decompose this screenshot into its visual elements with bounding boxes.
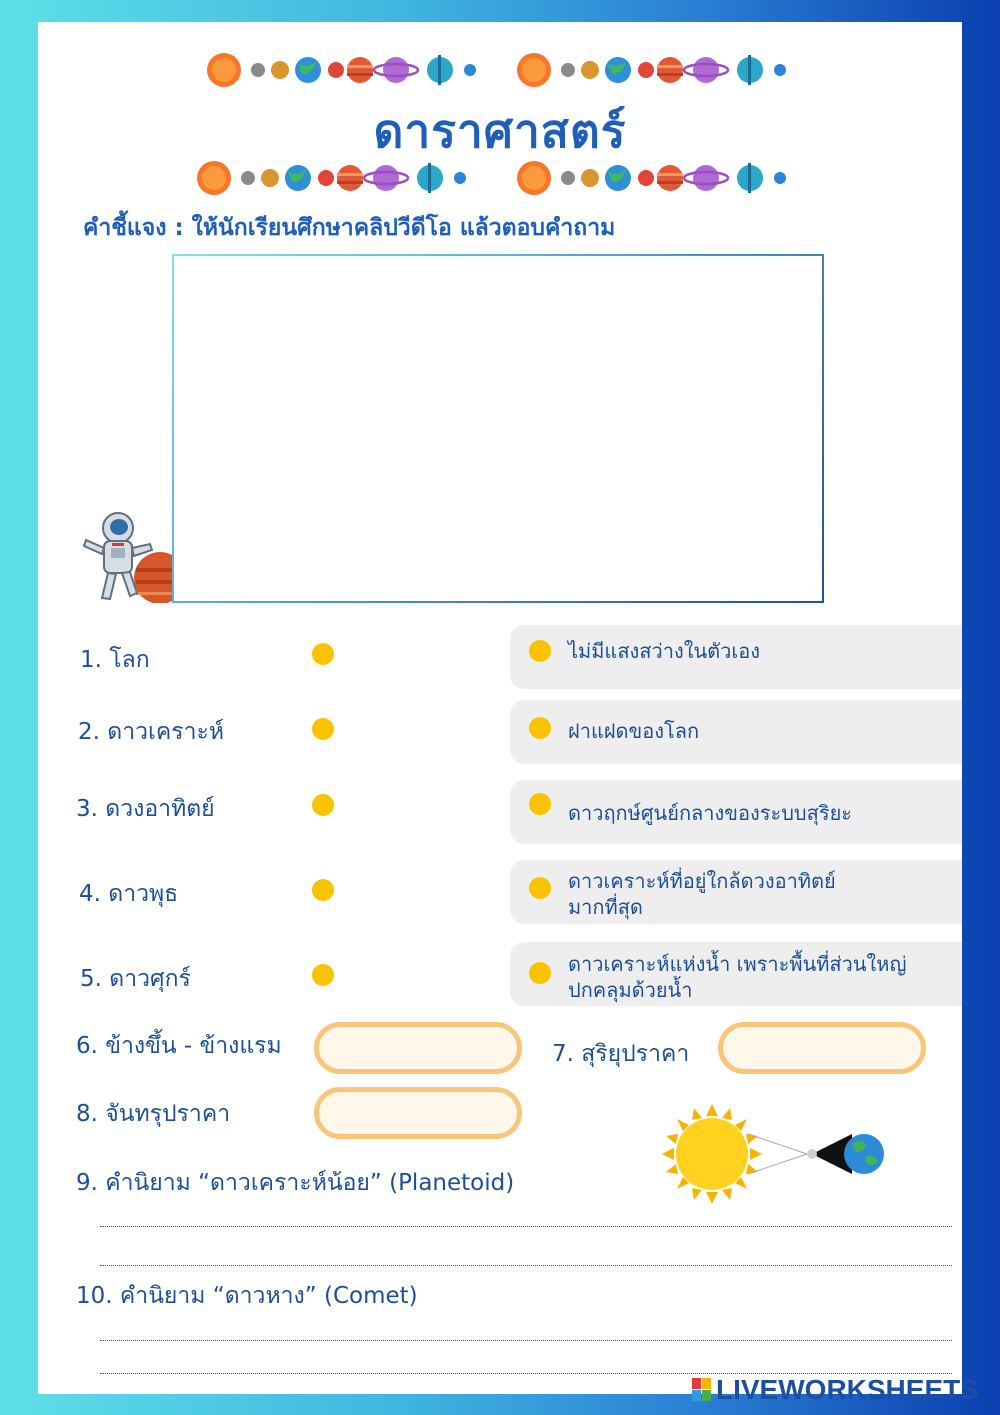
- match-dot-right-3[interactable]: [529, 793, 551, 815]
- answer-line-9a[interactable]: [100, 1226, 952, 1227]
- question-7-label: 7. สุริยุปราคา: [552, 1041, 690, 1067]
- page-title: ดาราศาสตร์: [373, 104, 627, 158]
- match-dot-left-2[interactable]: [312, 718, 334, 740]
- planets-decoration-bottom: [190, 158, 800, 198]
- moon-icon: [807, 1149, 817, 1159]
- match-left-5: 5. ดาวศุกร์: [80, 966, 191, 992]
- match-right-text-1: ไม่มีแสงสว่างในตัวเอง: [568, 639, 760, 663]
- astronaut-icon: [80, 508, 175, 603]
- liveworksheets-logo-icon: [692, 1378, 712, 1402]
- match-dot-right-5[interactable]: [529, 962, 551, 984]
- question-10-label: 10. คำนิยาม “ดาวหาง” (Comet): [76, 1283, 418, 1309]
- question-6-answer-field[interactable]: [314, 1022, 522, 1074]
- match-left-3: 3. ดวงอาทิตย์: [76, 796, 215, 822]
- planets-decoration-top: [200, 50, 800, 90]
- planet-group-left: [207, 53, 476, 87]
- match-dot-left-5[interactable]: [312, 964, 334, 986]
- planet-group-right: [517, 53, 786, 87]
- match-dot-left-1[interactable]: [312, 643, 334, 665]
- match-dot-left-4[interactable]: [312, 879, 334, 901]
- video-embed-frame[interactable]: [172, 254, 824, 603]
- answer-line-9b[interactable]: [100, 1265, 952, 1266]
- match-right-text-3: ดาวฤกษ์ศูนย์กลางของระบบสุริยะ: [568, 801, 853, 825]
- match-dot-right-4[interactable]: [529, 877, 551, 899]
- question-8-answer-field[interactable]: [314, 1087, 522, 1139]
- question-9-label: 9. คำนิยาม “ดาวเคราะห์น้อย” (Planetoid): [76, 1170, 515, 1196]
- answer-line-10a[interactable]: [100, 1340, 952, 1341]
- match-right-text-4: ดาวเคราะห์ที่อยู่ใกล้ดวงอาทิตย์ มากที่สุด: [568, 869, 836, 919]
- match-left-2: 2. ดาวเคราะห์: [78, 719, 225, 745]
- match-dot-right-1[interactable]: [529, 640, 551, 662]
- match-left-1: 1. โลก: [80, 647, 150, 673]
- match-dot-right-2[interactable]: [529, 717, 551, 739]
- liveworksheets-watermark: LIVEWORKSHEETS: [716, 1374, 979, 1405]
- question-8-label: 8. จันทรุปราคา: [76, 1101, 231, 1127]
- match-right-text-2: ฝาแฝดของโลก: [568, 719, 700, 743]
- match-left-4: 4. ดาวพุธ: [79, 881, 179, 907]
- match-dot-left-3[interactable]: [312, 794, 334, 816]
- instruction-text: คำชี้แจง : ให้นักเรียนศึกษาคลิปวีดีโอ แล้วตอบคำถาม: [83, 215, 616, 241]
- question-7-answer-field[interactable]: [718, 1022, 926, 1074]
- sun-icon: [662, 1104, 762, 1204]
- match-right-text-5: ดาวเคราะห์แห่งน้ำ เพราะพื้นที่ส่วนใหญ่ ปกคลุมด้วยน้ำ: [568, 952, 907, 1002]
- eclipse-illustration: [662, 1104, 892, 1204]
- earth-icon: [844, 1134, 884, 1174]
- question-6-label: 6. ข้างขึ้น - ข้างแรม: [76, 1033, 282, 1059]
